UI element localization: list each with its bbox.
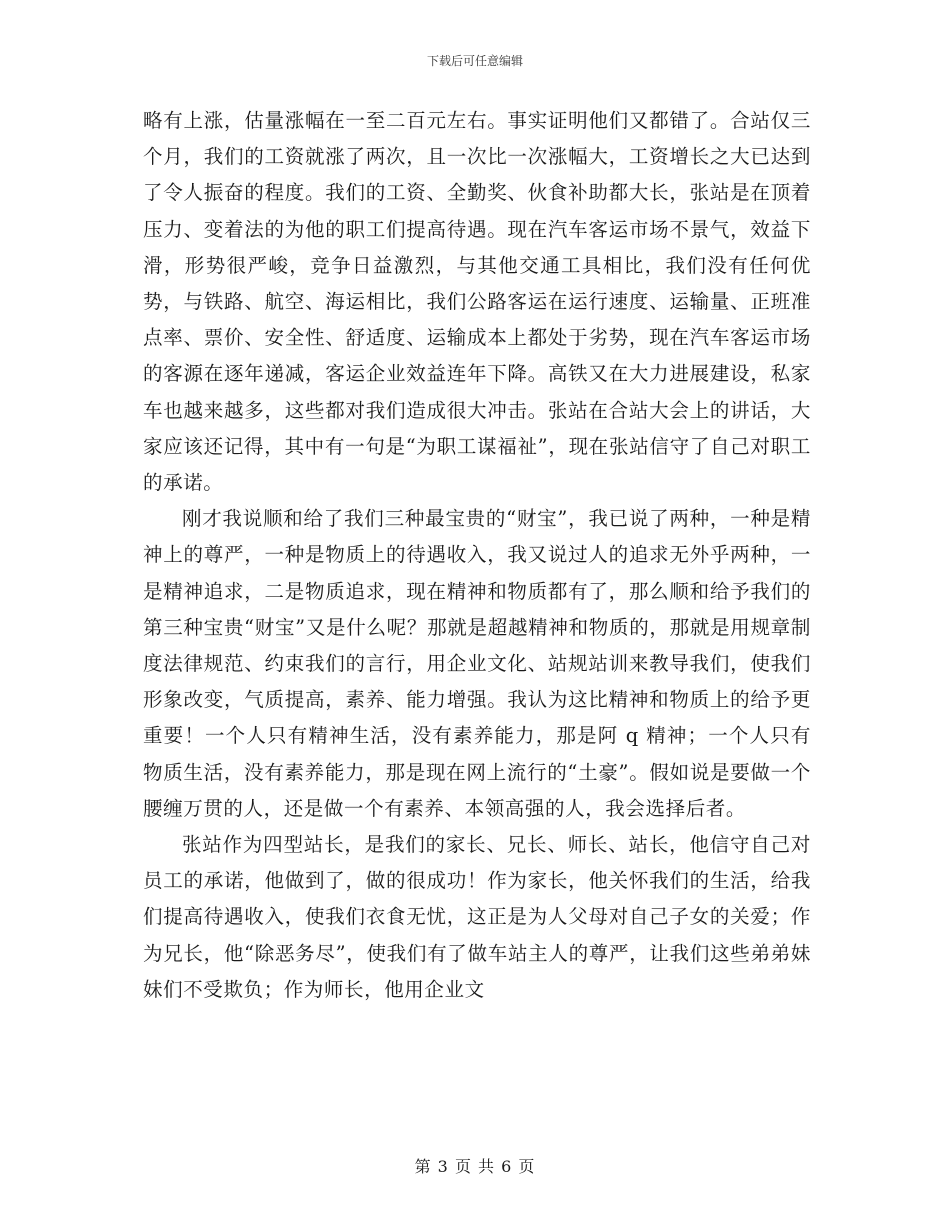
document-body: [143, 103, 811, 1008]
page-number-footer: 第 3 页 共 6 页: [414, 1157, 536, 1176]
paragraph-continuation: 略有上涨，估量涨幅在一至二百元左右。事实证明他们又都错了。合站仅三个月，我们的工资就涨了两次，且一次比一次涨幅大，工资增长之大已达到了令人振奋的程度。我们的工资、全勤奖、伙食补助都大长，张站是在顶着压力、变着法的为他的职工们提高待遇。现在汽车客运市场不景气，效益下滑，形势很严峻，竞争日益激烈，与其他交通工具相比，我们没有任何优势，与铁路、航空、海运相比，我们公路客运在运行速度、运输量、正班准点率、票价、安全性、舒适度、运输成本上都处于劣势，现在汽车客运市场的客源在逐年递减，客运企业效益连年下降。高铁又在大力进展建设，私家车也越来越多，这些都对我们造成很大冲击。张站在合站大会上的讲话，大家应该还记得，其中有一句是“为职工谋福祉”，现在张站信守了自己对职工的承诺。: [143, 109, 811, 495]
page-header-note: 下载后可任意编辑: [426, 54, 523, 68]
paragraph-third-treasure: 刚才我说顺和给了我们三种最宝贵的“财宝”，我已说了两种，一种是精神上的尊严，一种是物质上的待遇收入，我又说过人的追求无外乎两种，一是精神追求，二是物质追求，现在精神和物质都有了，那么顺和给予我们的第三种宝贵“财宝”又是什么呢？那就是超越精神和物质的，那就是用规章制度法律规范、约束我们的言行，用企业文化、站规站训来教导我们，使我们形象改变，气质提高，素养、能力增强。我认为这比精神和物质上的给予更重要！一个人只有精神生活，没有素养能力，那是阿 q 精神；一个人只有物质生活，没有素养能力，那是现在网上流行的“土豪”。假如说是要做一个腰缠万贯的人，还是做一个有素养、本领高强的人，我会选择后者。: [143, 507, 811, 820]
paragraph-station-master: 张站作为四型站长，是我们的家长、兄长、师长、站长，他信守自己对员工的承诺，他做到了，做的很成功！作为家长，他关怀我们的生活，给我们提高待遇收入，使我们衣食无忧，这正是为人父母对自己子女的关爱；作为兄长，他“除恶务尽”，使我们有了做车站主人的尊严，让我们这些弟弟妹妹们不受欺负；作为师长，他用企业文: [143, 833, 811, 1001]
